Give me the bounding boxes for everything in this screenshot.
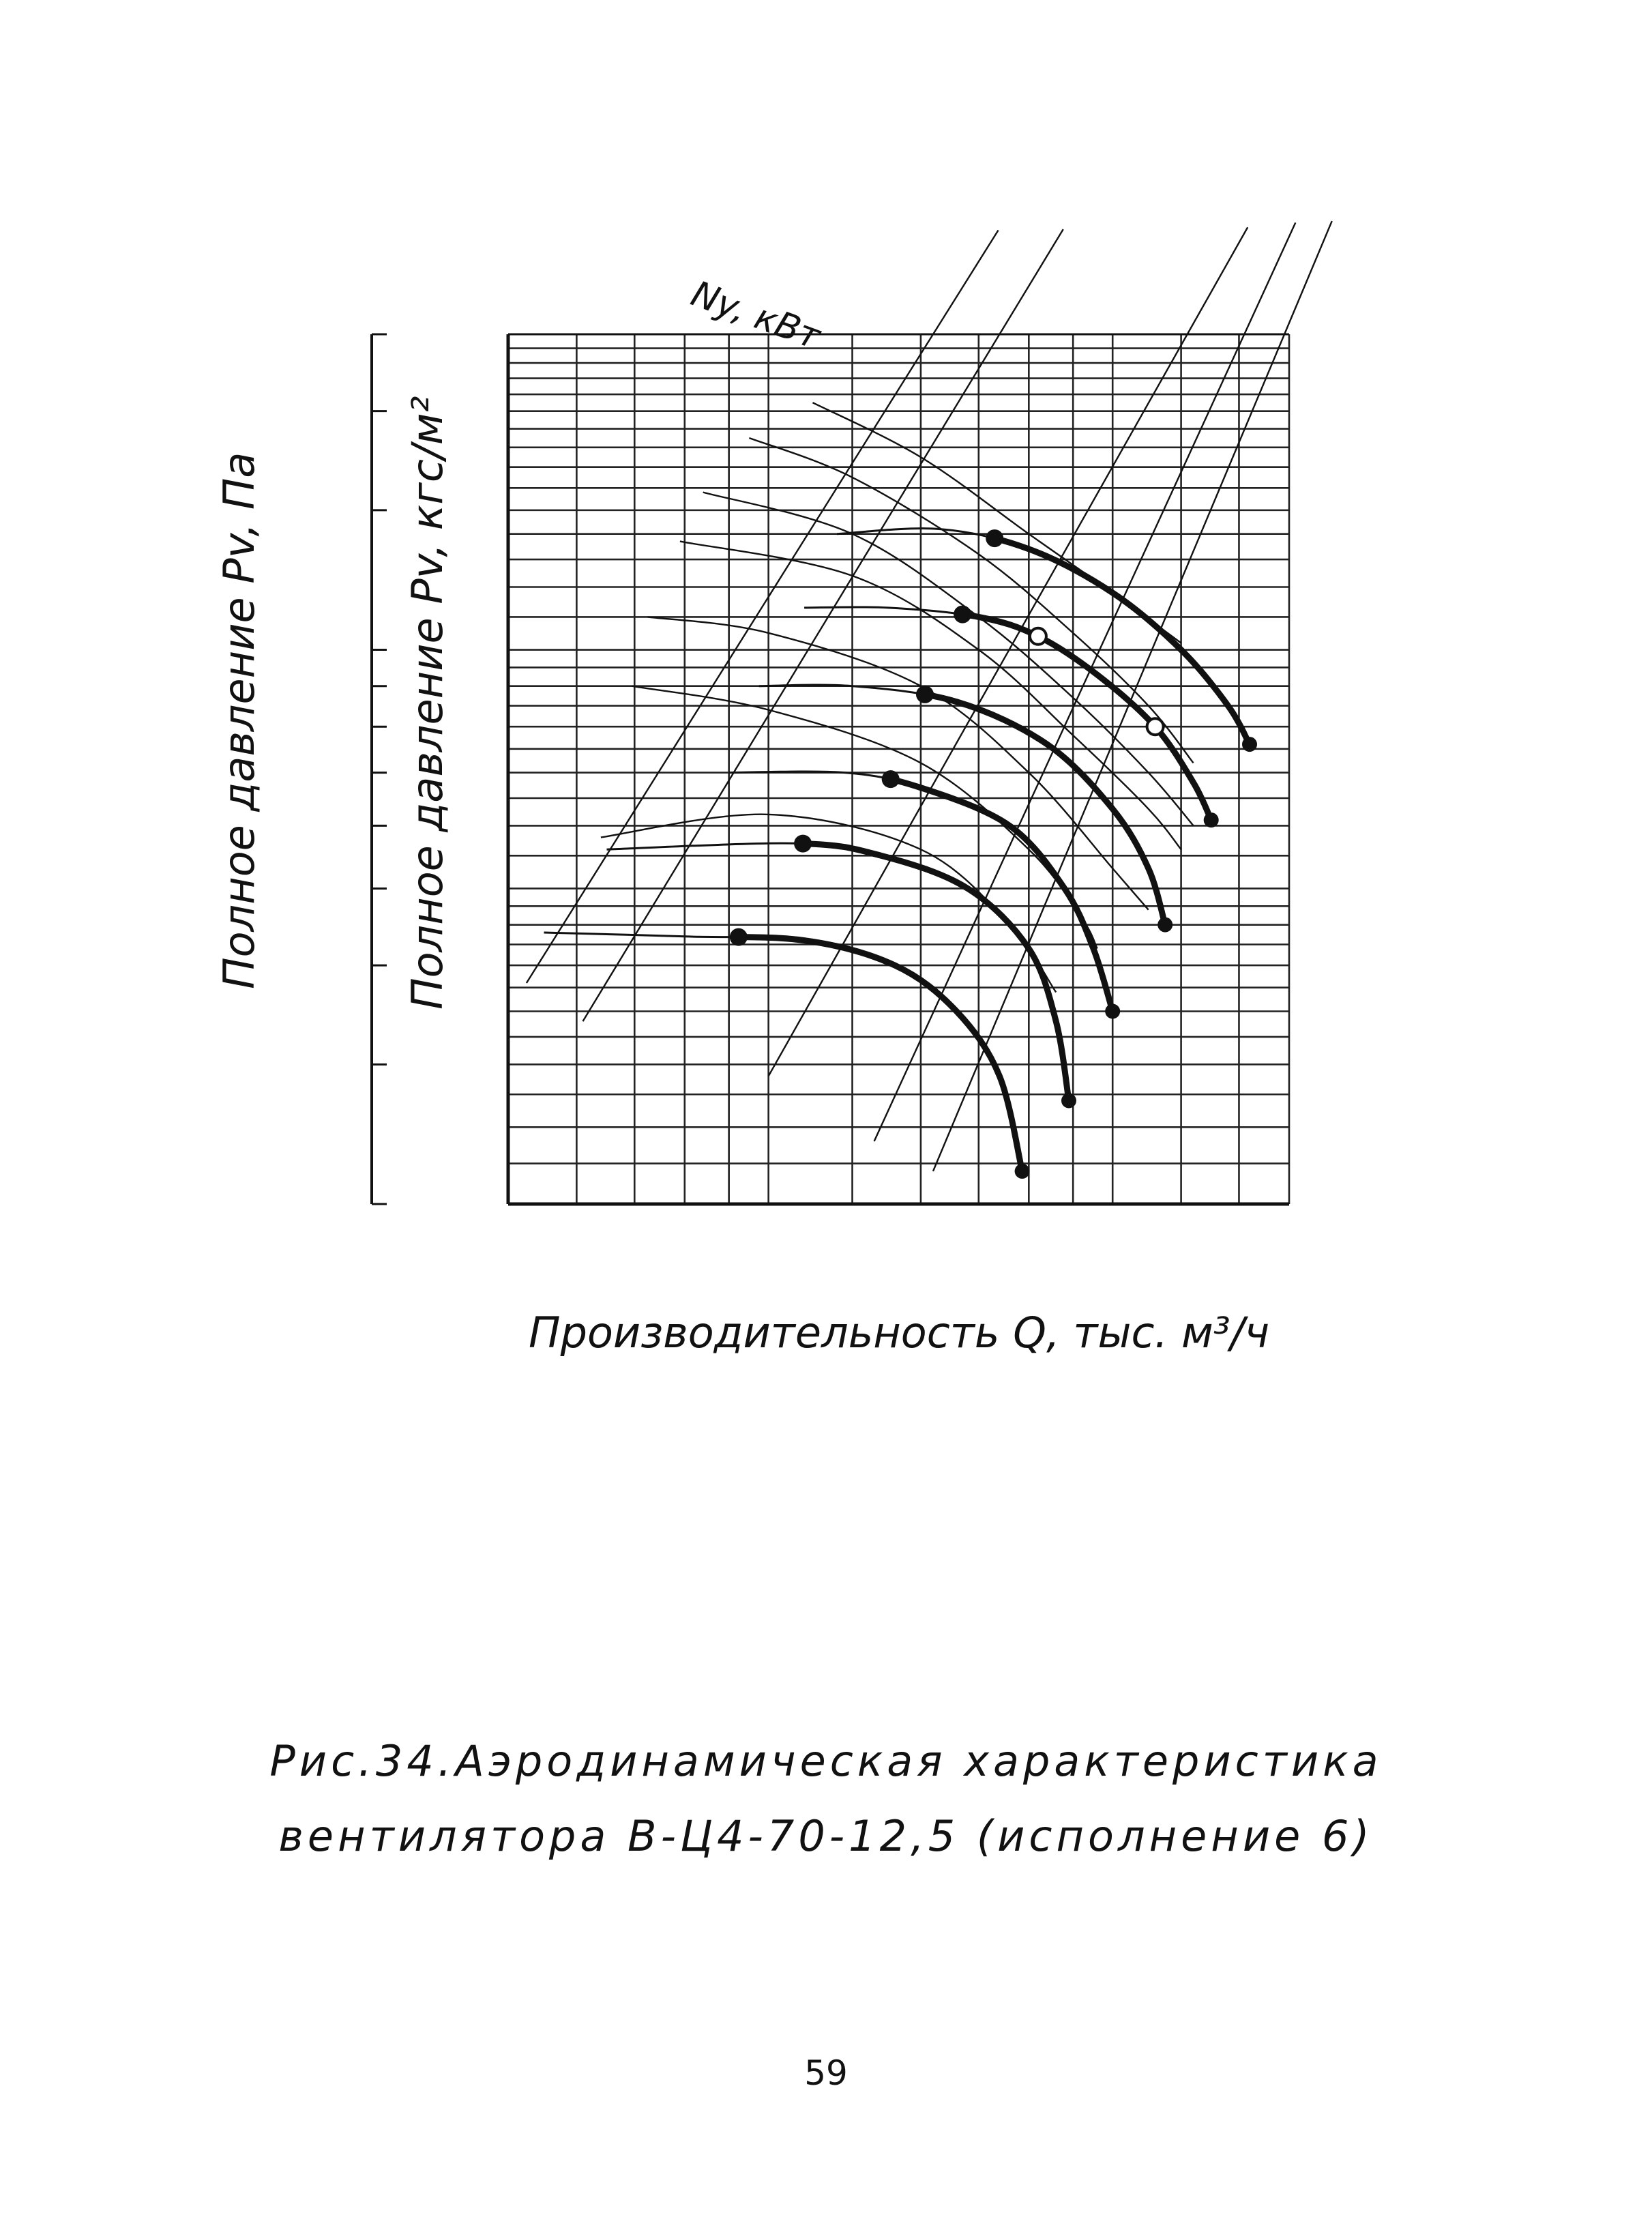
efficiency-line-ext [1284,221,1332,334]
power-axis-label: Ny, кВт [685,273,826,358]
curve-start-dot [954,606,971,624]
caption-line-1: Рис.34.Аэродинамическая характеристика [269,1736,1383,1786]
curve-end-dot [1061,1094,1076,1109]
design-point [1147,718,1164,735]
curve-end-dot [1105,1004,1120,1019]
y-axis-label-pa: Полное давление Pv, Па [214,452,264,989]
power-curve [703,493,1194,826]
design-point [1030,628,1046,645]
curve-start-dot [730,928,748,946]
y-axis-label-kgf: Полное давление Pv, кгс/м² [402,396,452,1010]
curve-end-dot [1157,918,1172,933]
power-curve [632,686,1097,949]
efficiency-line-ext [999,229,1063,334]
efficiency-line-ext [1188,227,1248,334]
curve-start-dot [986,529,1003,547]
curve-start-dot [916,686,934,703]
curve-end-dot [1242,737,1257,752]
grid [508,334,1289,1204]
efficiency-line-ext [1244,222,1295,334]
efficiency-line [874,334,1245,1141]
pressure-pa-axis [372,334,387,1204]
fan-curve [607,843,1070,1100]
x-axis-label: Производительность Q, тыс. м³/ч [529,1308,1270,1358]
curve-start-dot [882,770,900,788]
caption-line-2: вентилятора В-Ц4-70-12,5 (исполнение 6) [278,1811,1374,1861]
curve-start-dot [794,835,812,853]
fan-curves [544,529,1258,1179]
efficiency-lines [527,334,1284,1171]
power-curves [601,402,1194,992]
curve-end-dot [1204,812,1219,827]
efficiency-line-ext [933,230,999,334]
plot-frame [508,334,1289,1204]
chart-labels [933,221,1332,735]
curve-end-dot [1015,1164,1030,1179]
efficiency-line [582,334,999,1021]
page-number: 59 [804,2053,848,2093]
fan-curve-working-zone [607,843,1070,1100]
